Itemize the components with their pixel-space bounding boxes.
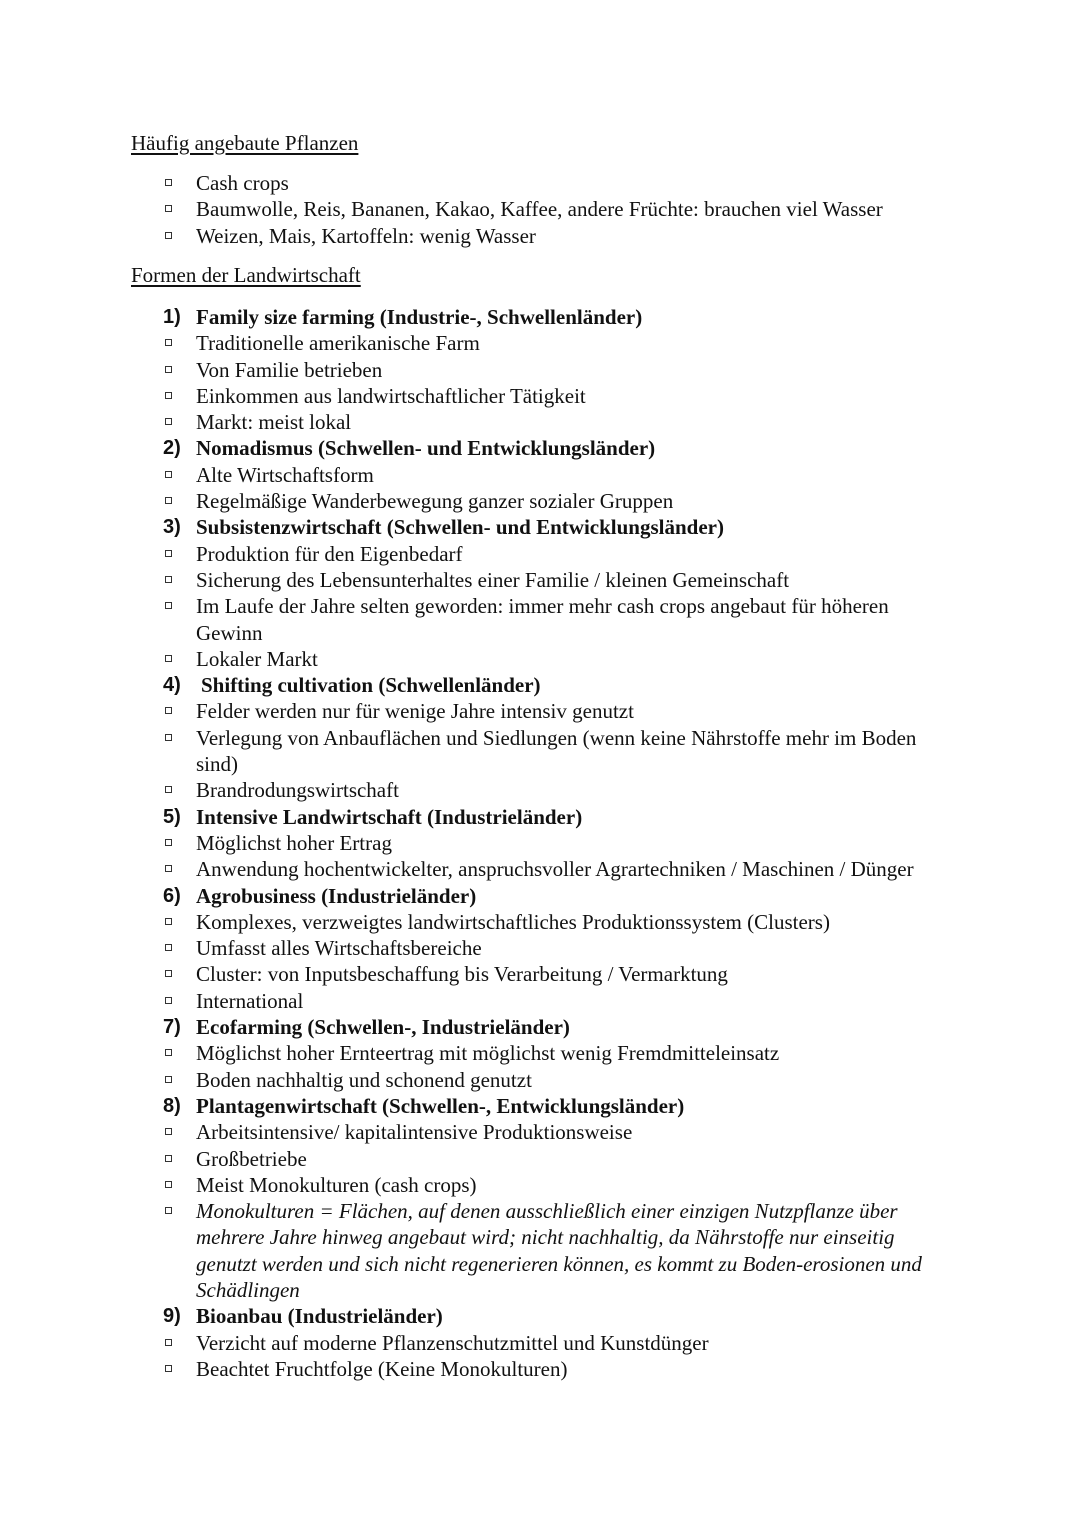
list-item-text: Traditionelle amerikanische Farm [196, 331, 480, 356]
list-item [0, 330, 1080, 356]
list-item-text: International [196, 988, 304, 1013]
formen-list [0, 304, 1080, 1382]
section-title-text: Intensive Landwirtschaft (Industrieländer) [196, 804, 583, 829]
square-bullet-icon [165, 1128, 172, 1135]
square-bullet-icon [165, 1207, 172, 1214]
list-item-text: Möglichst hoher Ertrag [196, 830, 392, 855]
square-bullet-icon [165, 550, 172, 557]
list-item-text: Felder werden nur für wenige Jahre intensiv genutzt [196, 699, 634, 724]
section-number: 8) [163, 1094, 181, 1117]
square-bullet-icon [165, 655, 172, 662]
section-number: 4) [163, 674, 181, 697]
square-bullet-icon [165, 205, 172, 212]
section-title-agrobusiness [0, 883, 1080, 909]
section-number: 2) [163, 437, 181, 460]
square-bullet-icon [165, 366, 172, 373]
section-title-text: Bioanbau (Industrieländer) [196, 1304, 443, 1329]
list-item [0, 725, 1080, 778]
list-item [0, 830, 1080, 856]
list-item-text: Markt: meist lokal [196, 410, 352, 435]
list-item [0, 935, 1080, 961]
section-number: 3) [163, 516, 181, 539]
list-item [0, 1067, 1080, 1093]
list-item-text: Meist Monokulturen (cash crops) [196, 1172, 477, 1197]
square-bullet-icon [165, 970, 172, 977]
list-item-text: Von Familie betrieben [196, 357, 383, 382]
square-bullet-icon [165, 392, 172, 399]
section-number: 7) [163, 1016, 181, 1039]
square-bullet-icon [165, 944, 172, 951]
list-item [0, 698, 1080, 724]
section-title-ecofarming [0, 1014, 1080, 1040]
list-item [0, 170, 1080, 196]
list-item-text: Produktion für den Eigenbedarf [196, 541, 463, 566]
square-bullet-icon [165, 918, 172, 925]
list-item [0, 646, 1080, 672]
section-title-text: Ecofarming (Schwellen-, Industrieländer) [196, 1015, 570, 1040]
list-item-definition [0, 1198, 1080, 1303]
list-item [0, 1330, 1080, 1356]
section-title-text: Shifting cultivation (Schwellenländer) [201, 673, 541, 698]
list-item [0, 777, 1080, 803]
list-item-text: Beachtet Fruchtfolge (Keine Monokulturen) [196, 1356, 568, 1381]
square-bullet-icon [165, 1365, 172, 1372]
square-bullet-icon [165, 232, 172, 239]
list-item [0, 856, 1080, 882]
square-bullet-icon [165, 179, 172, 186]
square-bullet-icon [165, 471, 172, 478]
list-item [0, 1119, 1080, 1145]
section-title-subsistenzwirtschaft [0, 514, 1080, 540]
section-title-text: Agrobusiness (Industrieländer) [196, 883, 477, 908]
list-item [0, 357, 1080, 383]
list-item [0, 988, 1080, 1014]
list-item [0, 909, 1080, 935]
list-item-text: Alte Wirtschaftsform [196, 462, 374, 487]
section-number: 9) [163, 1305, 181, 1328]
square-bullet-icon [165, 839, 172, 846]
list-item [0, 1040, 1080, 1066]
square-bullet-icon [165, 602, 172, 609]
list-item-text: Verzicht auf moderne Pflanzenschutzmittel und Kunstdünger [196, 1330, 709, 1355]
section-title-text: Subsistenzwirtschaft (Schwellen- und Entwicklungsländer) [196, 515, 724, 540]
list-item-text: Möglichst hoher Ernteertrag mit möglichst wenig Fremdmitteleinsatz [196, 1041, 780, 1066]
square-bullet-icon [165, 1181, 172, 1188]
square-bullet-icon [165, 497, 172, 504]
list-item-text: Lokaler Markt [196, 646, 318, 671]
list-item-text: Komplexes, verzweigtes landwirtschaftliches Produktionssystem (Clusters) [196, 909, 830, 934]
list-item [0, 961, 1080, 987]
list-item [0, 1356, 1080, 1382]
list-item-text: Cash crops [196, 171, 289, 195]
list-item-text: Verlegung von Anbauflächen und Siedlungen (wenn keine Nährstoffe mehr im Boden sind) [196, 725, 917, 777]
list-item [0, 1172, 1080, 1198]
list-item [0, 567, 1080, 593]
list-item-text: Einkommen aus landwirtschaftlicher Tätigkeit [196, 383, 586, 408]
section-number: 5) [163, 805, 181, 828]
heading-formen-der-landwirtschaft: Formen der Landwirtschaft [131, 263, 361, 287]
section-title-bioanbau [0, 1303, 1080, 1329]
square-bullet-icon [165, 576, 172, 583]
list-item-text: Umfasst alles Wirtschaftsbereiche [196, 936, 482, 961]
section-title-intensive-landwirtschaft [0, 804, 1080, 830]
list-item-text: Cluster: von Inputsbeschaffung bis Verarbeitung / Vermarktung [196, 962, 728, 987]
section-title-plantagenwirtschaft [0, 1093, 1080, 1119]
square-bullet-icon [165, 339, 172, 346]
square-bullet-icon [165, 1076, 172, 1083]
list-item-text: Sicherung des Lebensunterhaltes einer Familie / kleinen Gemeinschaft [196, 567, 790, 592]
list-item-text: Im Laufe der Jahre selten geworden: immer mehr cash crops angebaut für höheren Gewinn [196, 594, 889, 645]
heading-haeufig-angebaute-pflanzen: Häufig angebaute Pflanzen [131, 131, 359, 155]
pflanzen-list [0, 170, 1080, 249]
list-item [0, 488, 1080, 514]
square-bullet-icon [165, 1339, 172, 1346]
section-title-nomadismus [0, 435, 1080, 461]
section-title-family-size-farming [0, 304, 1080, 330]
list-item-text: Brandrodungswirtschaft [196, 778, 399, 803]
square-bullet-icon [165, 1049, 172, 1056]
section-title-text: Family size farming (Industrie-, Schwellenländer) [196, 305, 643, 329]
section-title-shifting-cultivation [0, 672, 1080, 698]
square-bullet-icon [165, 707, 172, 714]
list-item-text: Großbetriebe [196, 1146, 307, 1171]
list-item [0, 223, 1080, 249]
list-item [0, 1146, 1080, 1172]
section-number: 1) [163, 306, 181, 328]
section-title-text: Plantagenwirtschaft (Schwellen-, Entwicklungsländer) [196, 1093, 685, 1118]
list-item-text: Arbeitsintensive/ kapitalintensive Produktionsweise [196, 1120, 633, 1145]
section-title-text: Nomadismus (Schwellen- und Entwicklungsländer) [196, 436, 656, 461]
square-bullet-icon [165, 786, 172, 793]
list-item-text: Baumwolle, Reis, Bananen, Kakao, Kaffee, andere Früchte: brauchen viel Wasser [196, 197, 883, 222]
list-item [0, 196, 1080, 222]
list-item [0, 541, 1080, 567]
square-bullet-icon [165, 865, 172, 872]
list-item-text: Boden nachhaltig und schonend genutzt [196, 1067, 532, 1092]
list-item-text: Regelmäßige Wanderbewegung ganzer sozialer Gruppen [196, 489, 674, 514]
list-item-text: Weizen, Mais, Kartoffeln: wenig Wasser [196, 223, 536, 248]
square-bullet-icon [165, 418, 172, 425]
square-bullet-icon [165, 1155, 172, 1162]
list-item [0, 462, 1080, 488]
list-item [0, 383, 1080, 409]
square-bullet-icon [165, 997, 172, 1004]
list-item [0, 409, 1080, 435]
monokulturen-definition-text: Monokulturen = Flächen, auf denen ausschließlich einer einzigen Nutzpflanze über mehrere Jahre hinweg angebaut wird; nicht nachhaltig, da Nährstoffe nur einseitig genutzt werden und sich nicht regenerieren können, es kommt zu Boden-erosionen und Schädlingen [196, 1199, 922, 1302]
section-number: 6) [163, 884, 181, 907]
list-item [0, 593, 1080, 646]
list-item-text: Anwendung hochentwickelter, anspruchsvoller Agrartechniken / Maschinen / Dünger [196, 857, 914, 882]
square-bullet-icon [165, 734, 172, 741]
